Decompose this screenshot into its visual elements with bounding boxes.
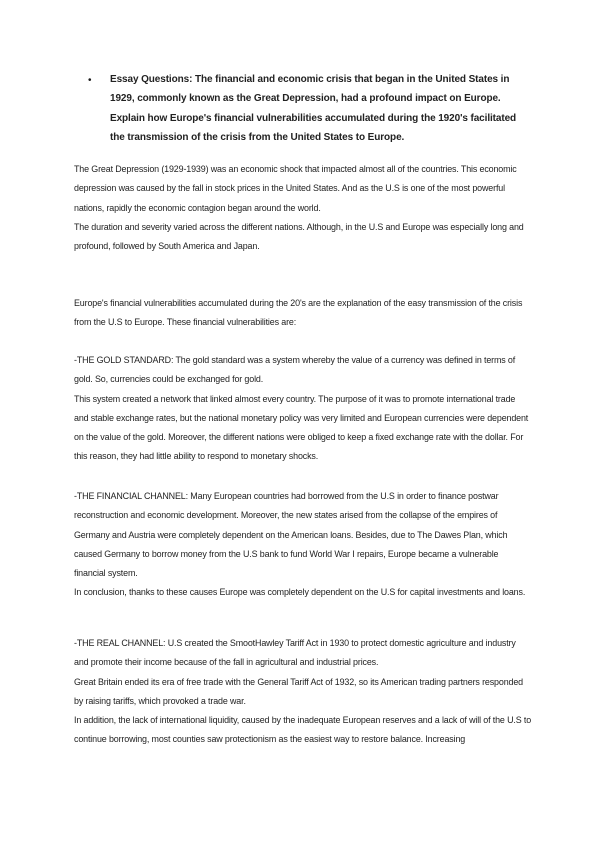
section-gold-standard [74, 351, 532, 467]
paragraph-4: -THE GOLD STANDARD: The gold standard was a system whereby the value of a currency was defined in terms of gold. So, currencies could be exchanged for gold. [74, 355, 516, 386]
essay-question-text: Essay Questions: The financial and economic crisis that began in the United States in 1929, commonly known as the Great Depression, had a profound impact on Europe. Explain how Europe's financial vulnerabilities accumulated during the 1920's facilitated the transmission of the crisis from the United States to Europe. [110, 74, 517, 144]
paragraph-5: This system created a network that linked almost every country. The purpose of it was to promote international trade and stable exchange rates, but the national monetary policy was very limited and European currencies were dependent on the value of the gold. Moreover, the different nations were obliged to keep a fixed exchange rate with the dollar. For this reason, they had little ability to respond to monetary shocks. [74, 393, 529, 463]
paragraph-1: The Great Depression (1929-1939) was an economic shock that impacted almost all of the countries. This economic depression was caused by the fall in stock prices in the United States. And as the U.S is one of the most powerful nations, rapidly the economic contagion began around the world. [74, 164, 517, 214]
paragraph-6: -THE FINANCIAL CHANNEL: Many European countries had borrowed from the U.S in order to finance postwar reconstruction and economic development. Moreover, the new states arised from the collapse of the empires of Germany and Austria were completely dependent on the American loans. Besides, due to The Dawes Plan, which caused Germany to borrow money from the U.S bank to fund World War I repairs, Europe became a vulnerable financial system. [74, 491, 508, 580]
paragraph-9: Great Britain ended its era of free trade with the General Tariff Act of 1932, so its American trading partners responded by raising tariffs, which provoked a trade war. [74, 676, 523, 707]
paragraph-10: In addition, the lack of international liquidity, caused by the inadequate European reserves and a lack of will of the U.S to continue borrowing, most counties saw protectionism as the easiest way to restore balance. Increasing [74, 715, 532, 746]
paragraph-vulnerabilities [74, 294, 532, 333]
section-real-channel [74, 634, 532, 750]
essay-question-item [88, 70, 528, 148]
bullet-icon: • [88, 75, 92, 86]
paragraph-2: The duration and severity varied across the different nations. Although, in the U.S and Europe was especially long and profound, followed by South America and Japan. [74, 221, 524, 253]
paragraph-7: In conclusion, thanks to these causes Europe was completely dependent on the U.S for capital investments and loans. [74, 587, 526, 599]
section-financial-channel [74, 487, 532, 603]
paragraph-8: -THE REAL CHANNEL: U.S created the SmootHawley Tariff Act in 1930 to protect domestic agriculture and industry and promote their income because of the fall in agricultural and industrial prices. [74, 638, 516, 669]
paragraph-intro [74, 160, 532, 256]
paragraph-3: Europe's financial vulnerabilities accumulated during the 20's are the explanation of the easy transmission of the crisis from the U.S to Europe. These financial vulnerabilities are: [74, 298, 523, 329]
